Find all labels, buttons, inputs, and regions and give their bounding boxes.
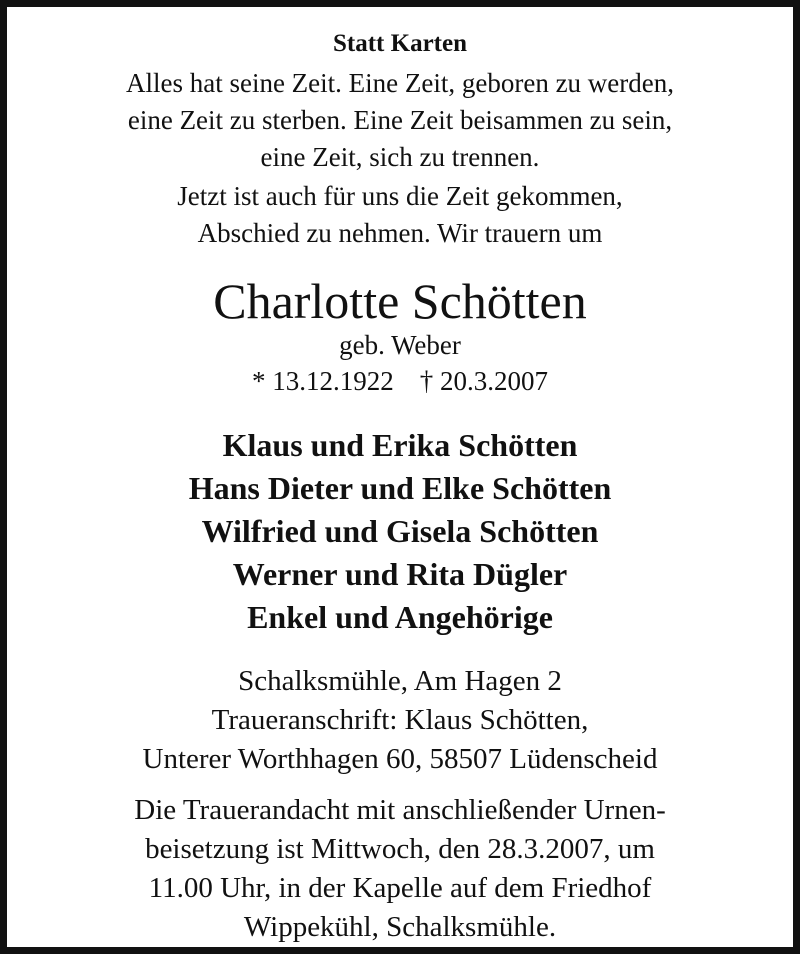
service-line: Die Trauerandacht mit anschließender Urnen- — [134, 794, 666, 826]
service-line: beisetzung ist Mittwoch, den 28.3.2007, um — [145, 833, 655, 865]
notice-header: Statt Karten — [333, 30, 467, 57]
service-line: Wippekühl, Schalksmühle. — [243, 911, 557, 943]
verse-line: Abschied zu nehmen. Wir trauern um — [197, 218, 603, 248]
deceased-name: Charlotte Schötten — [213, 273, 587, 329]
mourner-line: Werner und Rita Dügler — [232, 556, 568, 592]
mourner-line: Klaus und Erika Schötten — [222, 427, 578, 463]
verse-line: eine Zeit, sich zu trennen. — [260, 142, 540, 172]
life-dates — [7, 365, 793, 397]
mourner-line: Hans Dieter und Elke Schötten — [188, 470, 612, 506]
mourner-line: Enkel und Angehörige — [247, 599, 553, 635]
verse-line: eine Zeit zu sterben. Eine Zeit beisammen zu sein, — [127, 105, 673, 135]
verse-line: Jetzt ist auch für uns die Zeit gekommen, — [177, 181, 623, 211]
birth-date: * 13.12.1922 — [252, 366, 394, 396]
maiden-name: geb. Weber — [339, 330, 461, 360]
address-line: Traueranschrift: Klaus Schötten, — [211, 704, 589, 736]
service-line: 11.00 Uhr, in der Kapelle auf dem Friedhof — [148, 872, 652, 904]
address-line: Schalksmühle, Am Hagen 2 — [238, 665, 562, 697]
mourner-line: Wilfried und Gisela Schötten — [201, 513, 599, 549]
address-line: Unterer Worthhagen 60, 58507 Lüdenscheid — [142, 743, 658, 775]
death-date: † 20.3.2007 — [419, 366, 548, 396]
verse-line: Alles hat seine Zeit. Eine Zeit, geboren zu werden, — [125, 68, 675, 98]
